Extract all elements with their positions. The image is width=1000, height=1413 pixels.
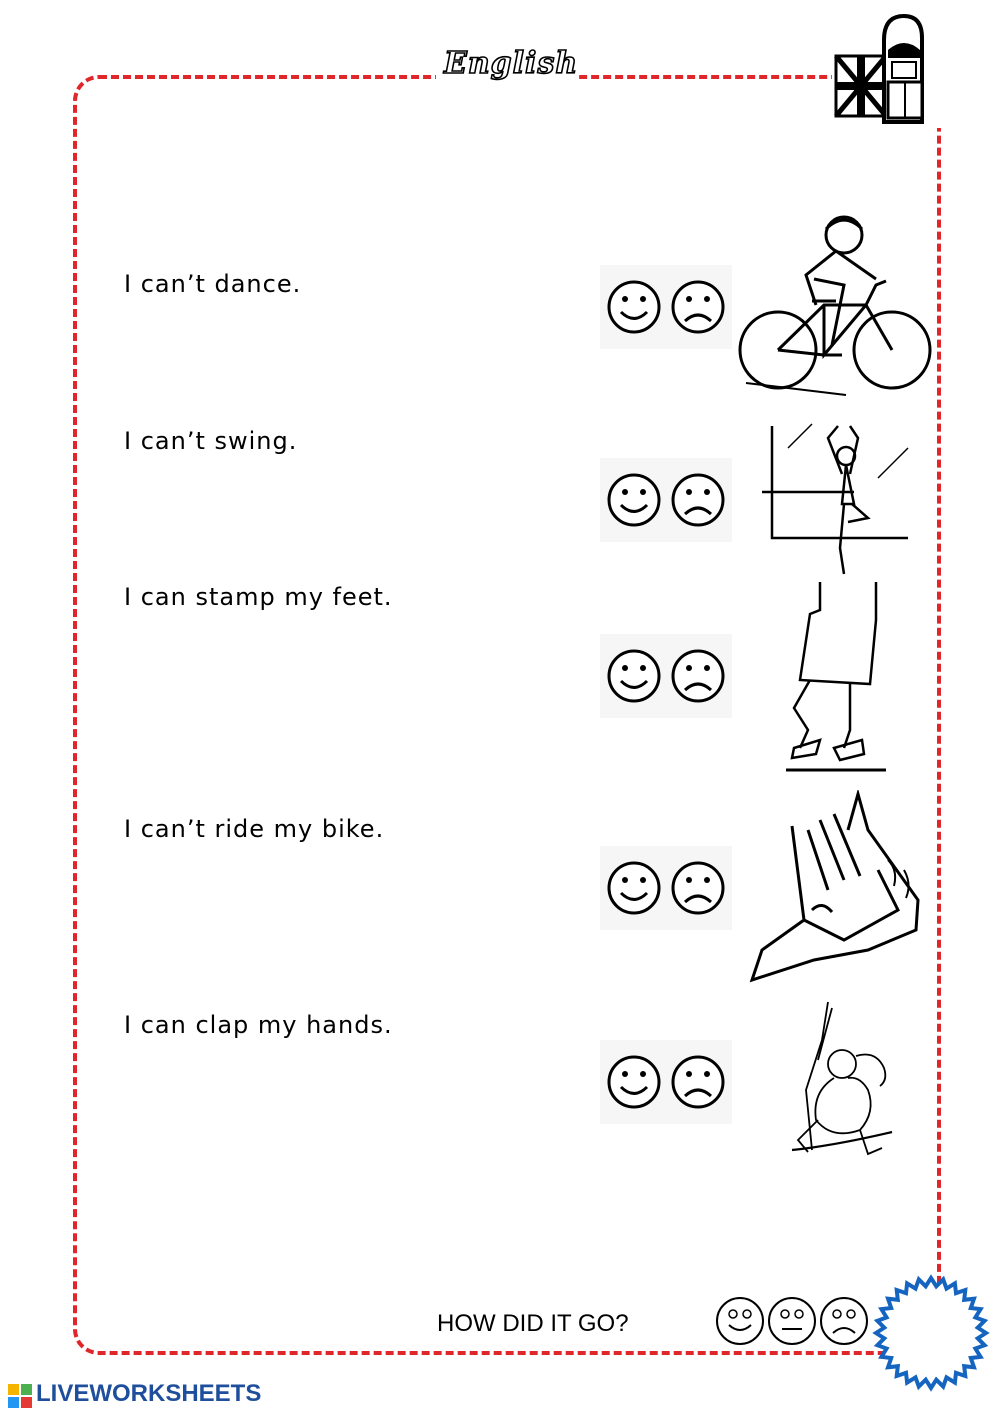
- face-choice-3: [600, 634, 732, 718]
- sentence-1: I can’t dance.: [124, 270, 302, 298]
- face-choice-4: [600, 846, 732, 930]
- uk-flag-guard-icon: [832, 10, 950, 128]
- happy-face-icon[interactable]: [609, 475, 659, 525]
- score-burst-badge: [872, 1274, 990, 1392]
- sad-face-icon[interactable]: [673, 282, 723, 332]
- happy-face-icon[interactable]: [609, 863, 659, 913]
- liveworksheets-logo-icon: [8, 1384, 32, 1408]
- swinging-monkey-icon: [772, 1000, 902, 1165]
- sentence-4: I can’t ride my bike.: [124, 815, 385, 843]
- sentence-5: I can clap my hands.: [124, 1011, 393, 1039]
- clapping-hands-icon: [748, 790, 928, 990]
- happy-face-icon[interactable]: [609, 651, 659, 701]
- face-choice-1: [600, 265, 732, 349]
- sentence-3: I can stamp my feet.: [124, 583, 393, 611]
- happy-face-icon[interactable]: [609, 1057, 659, 1107]
- stamping-feet-icon: [780, 580, 890, 775]
- happy-face-icon[interactable]: [609, 282, 659, 332]
- happy-face-icon[interactable]: [717, 1298, 763, 1344]
- ballet-dancer-icon: [758, 418, 918, 578]
- sad-face-icon[interactable]: [673, 475, 723, 525]
- self-evaluation-faces: [714, 1295, 870, 1347]
- page-title: English: [444, 46, 579, 81]
- sad-face-icon[interactable]: [673, 651, 723, 701]
- sad-face-icon[interactable]: [821, 1298, 867, 1344]
- sad-face-icon[interactable]: [673, 863, 723, 913]
- face-choice-5: [600, 1040, 732, 1124]
- neutral-face-icon[interactable]: [769, 1298, 815, 1344]
- bike-rider-icon: [736, 205, 936, 400]
- how-did-it-go-question: HOW DID IT GO?: [437, 1310, 629, 1337]
- sentence-2: I can’t swing.: [124, 427, 298, 455]
- brand-name: LIVEWORKSHEETS: [36, 1380, 262, 1407]
- face-choice-2: [600, 458, 732, 542]
- sad-face-icon[interactable]: [673, 1057, 723, 1107]
